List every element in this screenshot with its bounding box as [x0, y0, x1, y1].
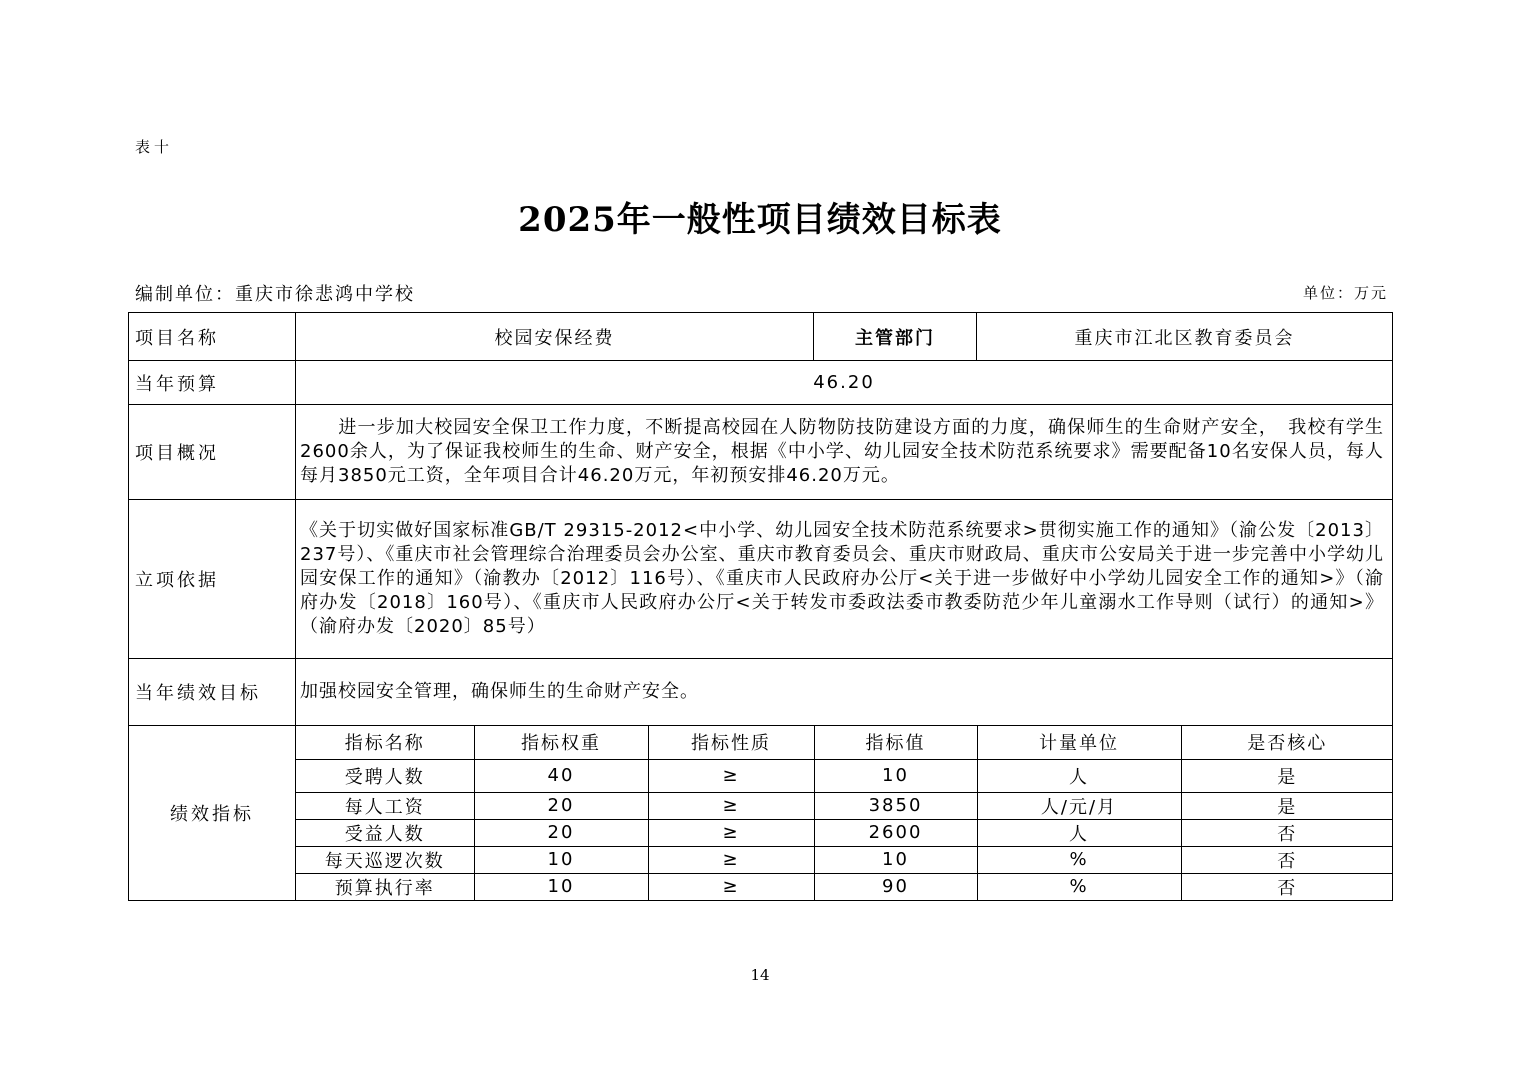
cell-value: 90 — [814, 873, 977, 900]
cell-nature: ≥ — [648, 759, 814, 792]
cell-weight: 10 — [474, 846, 648, 873]
cell-name: 受聘人数 — [296, 759, 474, 792]
header-is-core: 是否核心 — [1181, 726, 1393, 759]
cell-value: 10 — [814, 846, 977, 873]
cell-value: 3850 — [814, 792, 977, 819]
cell-core: 是 — [1181, 759, 1393, 792]
performance-table — [128, 312, 1393, 901]
cell-weight: 40 — [474, 759, 648, 792]
basis-text: 《关于切实做好国家标准GB/T 29315-2012<中小学、幼儿园安全技术防范系统要求>贯彻实施工作的通知》（渝公发〔2013〕237号）、《重庆市社会管理综合治理委员会办公室、重庆市教育委员会、重庆市财政局、重庆市公安局关于进一步完善中小学幼儿园安保工作的通知》（渝教办〔2012〕116号）、《重庆市人民政府办公厅<关于进一步做好中小学幼儿园安全工作的通知>》（渝府办发〔2018〕160号）、《重庆市人民政府办公厅<关于转发市委政法委市教委防范少年儿童溺水工作导则（试行）的通知>》（渝府办发〔2020〕85号） — [296, 500, 1393, 659]
cell-core: 否 — [1181, 846, 1393, 873]
cell-nature: ≥ — [648, 873, 814, 900]
table-row — [296, 846, 1393, 873]
cell-weight: 20 — [474, 792, 648, 819]
cell-unit: 人 — [977, 759, 1181, 792]
basis-label: 立项依据 — [129, 500, 296, 659]
cell-name: 每人工资 — [296, 792, 474, 819]
indicators-row — [129, 726, 1393, 901]
indicators-cell — [296, 726, 1393, 901]
cell-core: 否 — [1181, 819, 1393, 846]
header-indicator-name: 指标名称 — [296, 726, 474, 759]
budget-value: 46.20 — [296, 361, 1393, 405]
table-row — [296, 792, 1393, 819]
header-indicator-nature: 指标性质 — [648, 726, 814, 759]
table-number: 表十 — [135, 138, 174, 156]
overview-row — [129, 405, 1393, 500]
overview-text: 进一步加大校园安全保卫工作力度，不断提高校园在人防物防技防建设方面的力度，确保师生的生命财产安全， 我校有学生2600余人，为了保证我校师生的生命、财产安全，根据《中小学、幼儿园安全技术防范系统要求》需要配备10名安保人员，每人每月3850元工资，全年项目合计46.20万元，年初预安排46.20万元。 — [296, 405, 1393, 500]
project-name-row — [129, 313, 1393, 361]
cell-name: 受益人数 — [296, 819, 474, 846]
compiling-unit: 编制单位：重庆市徐悲鸿中学校 — [135, 284, 415, 305]
budget-label: 当年预算 — [129, 361, 296, 405]
header-measure-unit: 计量单位 — [977, 726, 1181, 759]
cell-value: 10 — [814, 759, 977, 792]
dept-label: 主管部门 — [814, 313, 977, 361]
currency-unit: 单位：万元 — [1302, 284, 1388, 302]
budget-row — [129, 361, 1393, 405]
cell-weight: 20 — [474, 819, 648, 846]
cell-unit: % — [977, 846, 1181, 873]
cell-nature: ≥ — [648, 819, 814, 846]
cell-value: 2600 — [814, 819, 977, 846]
indicators-header-row — [296, 726, 1393, 759]
table-row — [296, 759, 1393, 792]
goal-text: 加强校园安全管理，确保师生的生命财产安全。 — [296, 659, 1393, 726]
project-name-label: 项目名称 — [129, 313, 296, 361]
header-indicator-weight: 指标权重 — [474, 726, 648, 759]
header-indicator-value: 指标值 — [814, 726, 977, 759]
cell-unit: 人 — [977, 819, 1181, 846]
goal-label: 当年绩效目标 — [129, 659, 296, 726]
cell-name: 预算执行率 — [296, 873, 474, 900]
cell-nature: ≥ — [648, 846, 814, 873]
cell-weight: 10 — [474, 873, 648, 900]
indicators-label: 绩效指标 — [129, 726, 296, 901]
cell-unit: 人/元/月 — [977, 792, 1181, 819]
cell-name: 每天巡逻次数 — [296, 846, 474, 873]
basis-row — [129, 500, 1393, 659]
project-name-value: 校园安保经费 — [296, 313, 814, 361]
table-row — [296, 819, 1393, 846]
overview-label: 项目概况 — [129, 405, 296, 500]
table-row — [296, 873, 1393, 900]
indicators-table — [296, 726, 1393, 900]
cell-core: 否 — [1181, 873, 1393, 900]
goal-row — [129, 659, 1393, 726]
cell-core: 是 — [1181, 792, 1393, 819]
cell-nature: ≥ — [648, 792, 814, 819]
page-number: 14 — [750, 966, 770, 984]
dept-value: 重庆市江北区教育委员会 — [977, 313, 1393, 361]
document-title: 2025年一般性项目绩效目标表 — [518, 200, 1002, 240]
cell-unit: % — [977, 873, 1181, 900]
